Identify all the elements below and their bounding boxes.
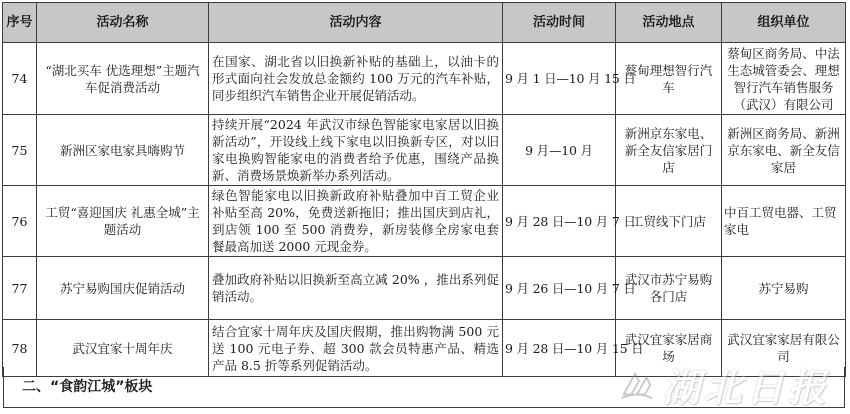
- row-content: 叠加政府补贴以旧换新至高立减 20% ，推出系列促销活动。: [209, 257, 503, 320]
- row-place: 工贸线下门店: [616, 186, 722, 257]
- table-row: [3, 115, 846, 186]
- row-num: 74: [3, 43, 37, 115]
- section-heading: 二、“食韵江城”板块: [3, 367, 845, 408]
- table-row: [3, 186, 846, 257]
- row-num: 78: [3, 320, 37, 377]
- row-place: 武汉市苏宁易购各门店: [616, 257, 722, 320]
- row-content: 持续开展“2024 年武汉市绿色智能家电家居以旧换新活动”，开设线上线下家电以旧换新专区，对以旧家电换购智能家电的消费者给予优惠，围绕产品换新、消费场景焕新举办系列活动。: [209, 115, 503, 186]
- header-content: 活动内容: [209, 3, 503, 43]
- row-name: 苏宁易购国庆促销活动: [37, 257, 209, 320]
- row-content: 结合宜家十周年庆及国庆假期，推出购物满 500 元送 100 元电子券、超 300 款会员特惠产品、精选产品 8.5 折等系列促销活动。: [209, 320, 503, 377]
- row-org: 蔡甸区商务局、中法生态城管委会、理想智行汽车销售服务（武汉）有限公司: [722, 43, 846, 115]
- table-header-row: [3, 3, 846, 43]
- row-org: 苏宁易购: [722, 257, 846, 320]
- row-name: 武汉宜家十周年庆: [37, 320, 209, 377]
- header-place: 活动地点: [616, 3, 722, 43]
- row-content: 在国家、湖北省以旧换新补贴的基础上，以油卡的形式面向社会发放总金额约 100 万元的汽车补贴，同步组织汽车销售企业开展促销活动。: [209, 43, 503, 115]
- row-time: 9 月 28 日—10 月 7 日: [503, 186, 616, 257]
- header-num: 序号: [3, 3, 37, 43]
- row-content: 绿色智能家电以旧换新政府补贴叠加中百工贸企业补贴至高 20%，免费送新拖旧；推出国庆到店礼，到店领 100 至 500 消费券，新房装修全房家电套餐最高加送 2000 元现金券。: [209, 186, 503, 257]
- row-time: 9 月 28 日—10 月 15 日: [503, 320, 616, 377]
- header-time: 活动时间: [503, 3, 616, 43]
- row-time: 9 月 26 日—10 月 7 日: [503, 257, 616, 320]
- row-num: 75: [3, 115, 37, 186]
- row-place: 新洲京东家电、新全友信家居门店: [616, 115, 722, 186]
- row-name: 新洲区家电家具嗨购节: [37, 115, 209, 186]
- table-row: [3, 43, 846, 115]
- row-place: 武汉宜家家居商场: [616, 320, 722, 377]
- row-time: 9 月 1 日—10 月 15 日: [503, 43, 616, 115]
- header-org: 组织单位: [722, 3, 846, 43]
- row-name: 工贸“喜迎国庆 礼惠全城”主题活动: [37, 186, 209, 257]
- row-org: 新洲区商务局、新洲京东家电、新全友信家居: [722, 115, 846, 186]
- row-name: “湖北买车 优选理想”主题汽车促消费活动: [37, 43, 209, 115]
- row-place: 蔡甸理想智行汽车: [616, 43, 722, 115]
- row-time: 9 月—10 月: [503, 115, 616, 186]
- events-table: [2, 2, 846, 377]
- row-org: 中百工贸电器、工贸家电: [722, 186, 846, 257]
- row-org: 武汉宜家家居有限公司: [722, 320, 846, 377]
- watermark-text: 湖北日报: [661, 365, 830, 410]
- header-name: 活动名称: [37, 3, 209, 43]
- table-row: [3, 257, 846, 320]
- row-num: 77: [3, 257, 37, 320]
- row-num: 76: [3, 186, 37, 257]
